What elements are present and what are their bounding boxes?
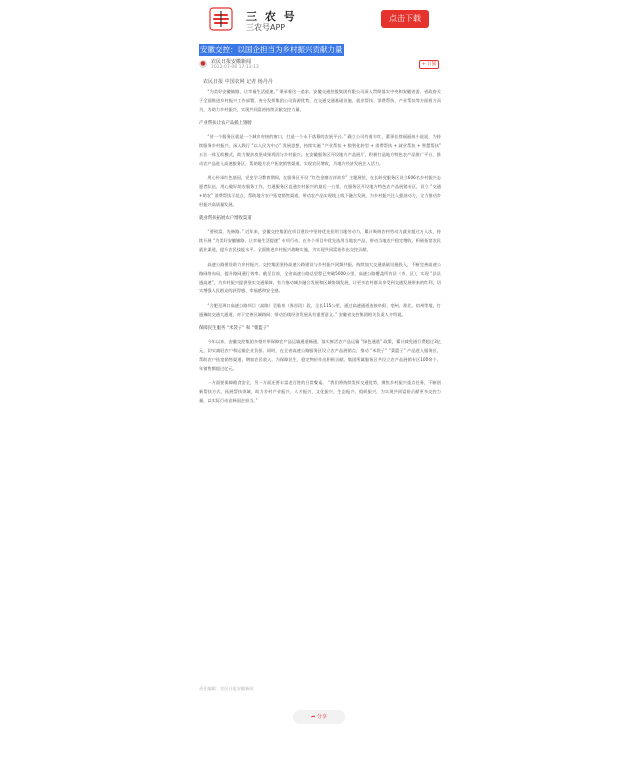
author-name[interactable]: 农民日报安徽新闻 [211,59,252,65]
paragraph: 今年以来，安徽交控集团多措并举保障农产品运输通道畅通，落实鲜活农产品运输 “绿色通道” 政策，累计减免通行费超过3亿元，切实减轻农户和运输企业负担。同时，在全省高速公路服务区设立农产品展销点，推动 “米袋子” “菜篮子” 产品进入服务区，帮助农户拓宽销售渠道，增加农民收入，为保障民生、稳定物价作出积极贡献。集团所属服务区共设立农产品展销专区100余个，年销售额超过亿元。 [199,339,441,371]
article-title: 安徽交控：以国企担当为乡村振兴贡献力量 [200,45,343,54]
paragraph: “驻一个服务区就是一个城乡对接的窗口，打造一个永不落幕的农展平台。” 确立公司有着丰红，董事长徐丽丽丝小说说，为持续服务乡村振兴，深入践行 “以人民为中心” 发展思想，持续实施 “产业帮扶 + 数智化转型 + 消费帮扶 + 就业帮扶 + 智慧帮扶” 五位一体互助模式，助力脱贫攻坚成果巩固与乡村振兴。在安徽服务区开设地方产品展厅，积极打造地方特色农产品推广平台，推动农产品进入高速服务区，帮助地方农户拓宽销售渠道，实现农民增收，为地方经济发展注入活力。 [199,134,441,166]
share-icon: ➦ [311,714,317,720]
section-heading: 就业帮扶拓展农户增收渠道 [199,216,252,222]
article-page [195,0,445,757]
editor-note: 责任编辑：农民日报安徽新闻 [199,686,254,691]
avatar[interactable]: ● [200,60,206,67]
app-name: 三 农 号 [246,10,297,23]
share-label: 分享 [316,714,327,720]
article-byline: 农民日报 中国农网 记者 杨丹丹 [203,79,273,85]
sannong-logo-icon [209,7,233,31]
paragraph: 一方面要保障粮食安全，另一方面还要丰富老百姓的日常餐桌。 “我们将持续发挥交通优势，聚焦乡村振兴重点任务，不断创新帮扶方式，拓展帮扶领域，助力乡村产业振兴、人才振兴、文化振兴、生态振兴、组织振兴，为实现共同富裕贡献更多交控力量，以实际行动诠释国企担当。” [199,380,441,404]
app-subtitle: 三农号APP [246,23,286,32]
section-heading: 保障民生服务 “米袋子” 和 “菜篮子” [199,326,270,332]
follow-button[interactable]: + 订阅 [419,60,439,69]
paragraph: 高速公路建设助力乡村振兴，交控集团坚持高速公路建设与乡村振兴同频共振，持续加大交通基础设施投入，不断完善高速公路网络布局，提升路网通行效率。截至目前，全省高速公路总里程已突破5000公里，高速公路覆盖所有县（市、区），实现 “县县通高速”，为乡村振兴提供坚实交通保障，有力推动城乡融合发展和区域协调发展，让更多农村群众享受到交通发展带来的红利，切实增强人民群众的获得感、幸福感和安全感。 [199,261,441,294]
paragraph: “要致富，先修路。” 近年来，安徽交控集团在项目建设中坚持优先招用当地劳动力，累计吸纳农村劳动力就业超过万人次，持续开展 “为美好安徽铺路，让幸福生活提速” 专项行动，在多个项目中优先选用当地农产品，带动当地农户稳定增收，积极拓宽农民就业渠道，提升农民技能水平，全面推进乡村振兴战略实施，为实现共同富裕作出交控贡献。 [199,229,441,253]
download-button[interactable]: 点击下载 [381,10,429,28]
section-heading: 产业帮扶让农产品插上翅膀 [199,121,252,127]
publish-date: 2022-07-08 17:13:13 [211,65,259,70]
paragraph: “合肥至周口高速公路项目（高路）至临泉（界首段）段，全长115公里，通过高速通道连接阜阳、亳州、淮北、宿州等地，打通豫皖交通大通道，对于完善区域路网、带动沿线经济发展具有重要意义。” 安徽省交控集团相关负责人介绍说。 [199,302,441,317]
app-download-bar [195,0,445,40]
article-body [199,88,441,411]
share-button[interactable] [293,710,345,724]
paragraph: “为美好安徽铺路，让幸福生活提速。” 秉承着这一追求，安徽交通控股集团有限公司深入贯彻落实中央和安徽省委、省政府关于全面推进乡村振兴工作部署，充分发挥集团公司资源优势，在交通交通基础设施、就业帮扶、消费帮扶、产业帮扶等方面着力而为，为助力乡村振兴，实现共同富裕持续贡献交控力量。 [199,89,441,112]
paragraph: 用心传承红色基因，党史学习教育期间，在服务区开设 “红色金寨吉祥故乡” 主题展馆，在长岭党服务区设立606名乡村振兴志愿者队伍，用心做好助农服务工作，打通服务区直通乡村振兴的最后一公里。在服务区开设地方特色农产品展销专区，设立 “交通+助农” 消费帮扶示范点，帮助地方农户拓宽销售渠道，带动农产品实现线上线下融合发展，为乡村振兴注入强劲动力，全力推动乡村振兴高质量发展。 [199,175,441,208]
author-row [199,58,441,72]
